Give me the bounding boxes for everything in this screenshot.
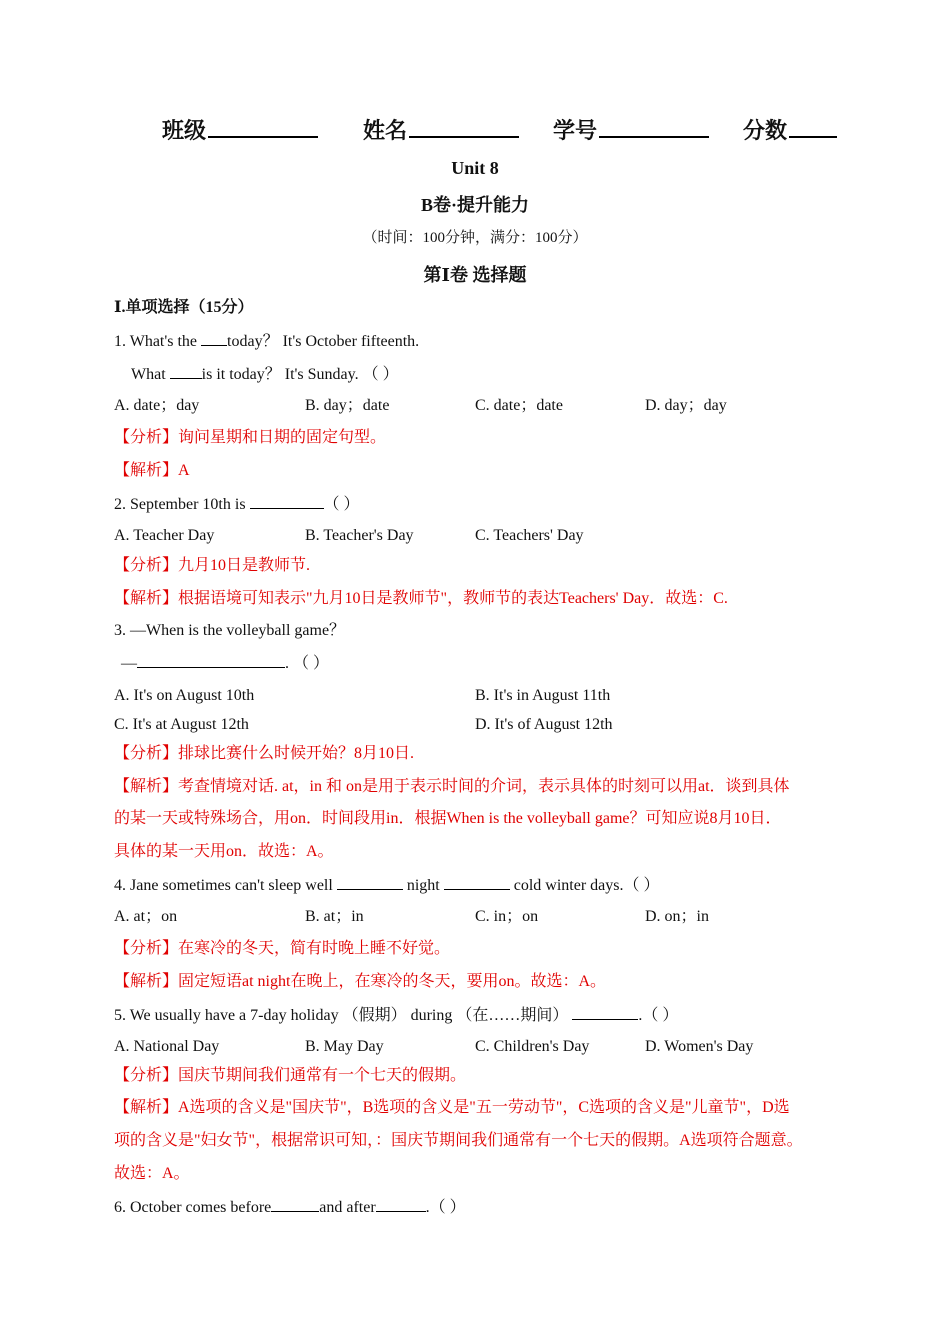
question-4-option-b[interactable]: B. at；in — [305, 908, 364, 925]
question-3-answer-line-2: 的某一天或特殊场合，用on．时间段用in．根据When is the volleyball game？可知应说8月10日． — [114, 810, 782, 827]
question-4-answer: 【解析】固定短语at night在晚上，在寒冷的冬天，要用on。故选：A。 — [114, 973, 606, 990]
exam-meta: （时间：100分钟，满分：100分） — [362, 230, 588, 246]
question-5-answer-line-3: 故选：A。 — [114, 1165, 190, 1182]
student-id-label: 学号 — [553, 119, 598, 144]
question-5-analysis: 【分析】国庆节期间我们通常有一个七天的假期。 — [114, 1067, 467, 1084]
question-4-analysis: 【分析】在寒冷的冬天，简有时晚上睡不好觉。 — [114, 940, 451, 957]
class-blank[interactable] — [208, 114, 318, 138]
question-5-option-c[interactable]: C. Children's Day — [475, 1038, 590, 1055]
question-2-stem: 2. September 10th is （ ） — [114, 496, 360, 513]
student-id-field[interactable] — [553, 114, 709, 145]
question-5-option-d[interactable]: D. Women's Day — [645, 1038, 754, 1055]
question-5-option-a[interactable]: A. National Day — [114, 1038, 220, 1055]
paper-subtitle: B卷·提升能力 — [420, 195, 529, 215]
score-blank[interactable] — [789, 114, 837, 138]
question-3-answer-line-1: 【解析】考查情境对话. at，in 和 on是用于表示时间的介词，表示具体的时刻可以用at．谈到具体 — [114, 778, 790, 795]
class-field[interactable] — [162, 114, 318, 145]
question-3-response: — . （ ） — [121, 655, 330, 672]
question-1-option-d[interactable]: D. day；day — [645, 397, 727, 414]
score-field[interactable] — [743, 114, 837, 145]
question-1-option-b[interactable]: B. day；date — [305, 397, 390, 414]
question-5-answer-line-2: 项的含义是"妇女节"，根据常识可知，：国庆节期间我们通常有一个七天的假期。A选项符合题意。 — [114, 1132, 803, 1149]
question-3-option-d[interactable]: D. It's of August 12th — [475, 716, 613, 733]
question-3-analysis: 【分析】排球比赛什么时候开始？8月10日. — [114, 745, 415, 762]
question-4-option-a[interactable]: A. at；on — [114, 908, 178, 925]
question-1-option-c[interactable]: C. date；date — [475, 397, 563, 414]
question-1-stem-a: 1. What's the today？ It's October fifteenth. — [114, 333, 420, 350]
question-3-option-a[interactable]: A. It's on August 10th — [114, 687, 255, 704]
section-title: Ⅰ.单项选择（15分） — [114, 299, 254, 316]
question-2-analysis: 【分析】九月10日是教师节. — [114, 557, 311, 574]
name-label: 姓名 — [363, 119, 408, 144]
question-3-answer-line-3: 具体的某一天用on．故选：A。 — [114, 843, 334, 860]
question-2-option-c[interactable]: C. Teachers' Day — [475, 527, 584, 544]
name-blank[interactable] — [409, 114, 519, 138]
unit-title: Unit 8 — [451, 158, 499, 178]
question-3-stem: 3. —When is the volleyball game？ — [114, 622, 346, 639]
question-5-stem: 5. We usually have a 7-day holiday （假期） during （在……期间） .（ ） — [114, 1007, 679, 1024]
question-2-option-b[interactable]: B. Teacher's Day — [305, 527, 414, 544]
question-2-answer: 【解析】根据语境可知表示"九月10日是教师节"，教师节的表达Teachers' Day．故选：C. — [114, 590, 728, 607]
question-4-option-d[interactable]: D. on；in — [645, 908, 710, 925]
name-field[interactable] — [363, 114, 519, 145]
question-2-option-a[interactable]: A. Teacher Day — [114, 527, 215, 544]
student-id-blank[interactable] — [599, 114, 709, 138]
question-1-analysis: 【分析】询问星期和日期的固定句型。 — [114, 429, 387, 446]
question-4-stem: 4. Jane sometimes can't sleep well night cold winter days.（ ） — [114, 877, 660, 894]
score-label: 分数 — [743, 119, 788, 144]
question-5-answer-line-1: 【解析】A选项的含义是"国庆节"，B选项的含义是"五一劳动节"，C选项的含义是"儿童节"，D选 — [114, 1099, 790, 1116]
class-label: 班级 — [162, 119, 207, 144]
question-1-answer: 【解析】A — [114, 462, 190, 479]
question-1-option-a[interactable]: A. date；day — [114, 397, 200, 414]
question-4-option-c[interactable]: C. in；on — [475, 908, 539, 925]
question-3-option-b[interactable]: B. It's in August 11th — [475, 687, 611, 704]
question-6-stem: 6. October comes before and after .（ ） — [114, 1199, 466, 1216]
question-3-option-c[interactable]: C. It's at August 12th — [114, 716, 249, 733]
volume-title: 第Ⅰ卷 选择题 — [423, 265, 527, 285]
question-1-stem-b: What is it today？ It's Sunday. （ ） — [131, 366, 399, 383]
question-5-option-b[interactable]: B. May Day — [305, 1038, 384, 1055]
